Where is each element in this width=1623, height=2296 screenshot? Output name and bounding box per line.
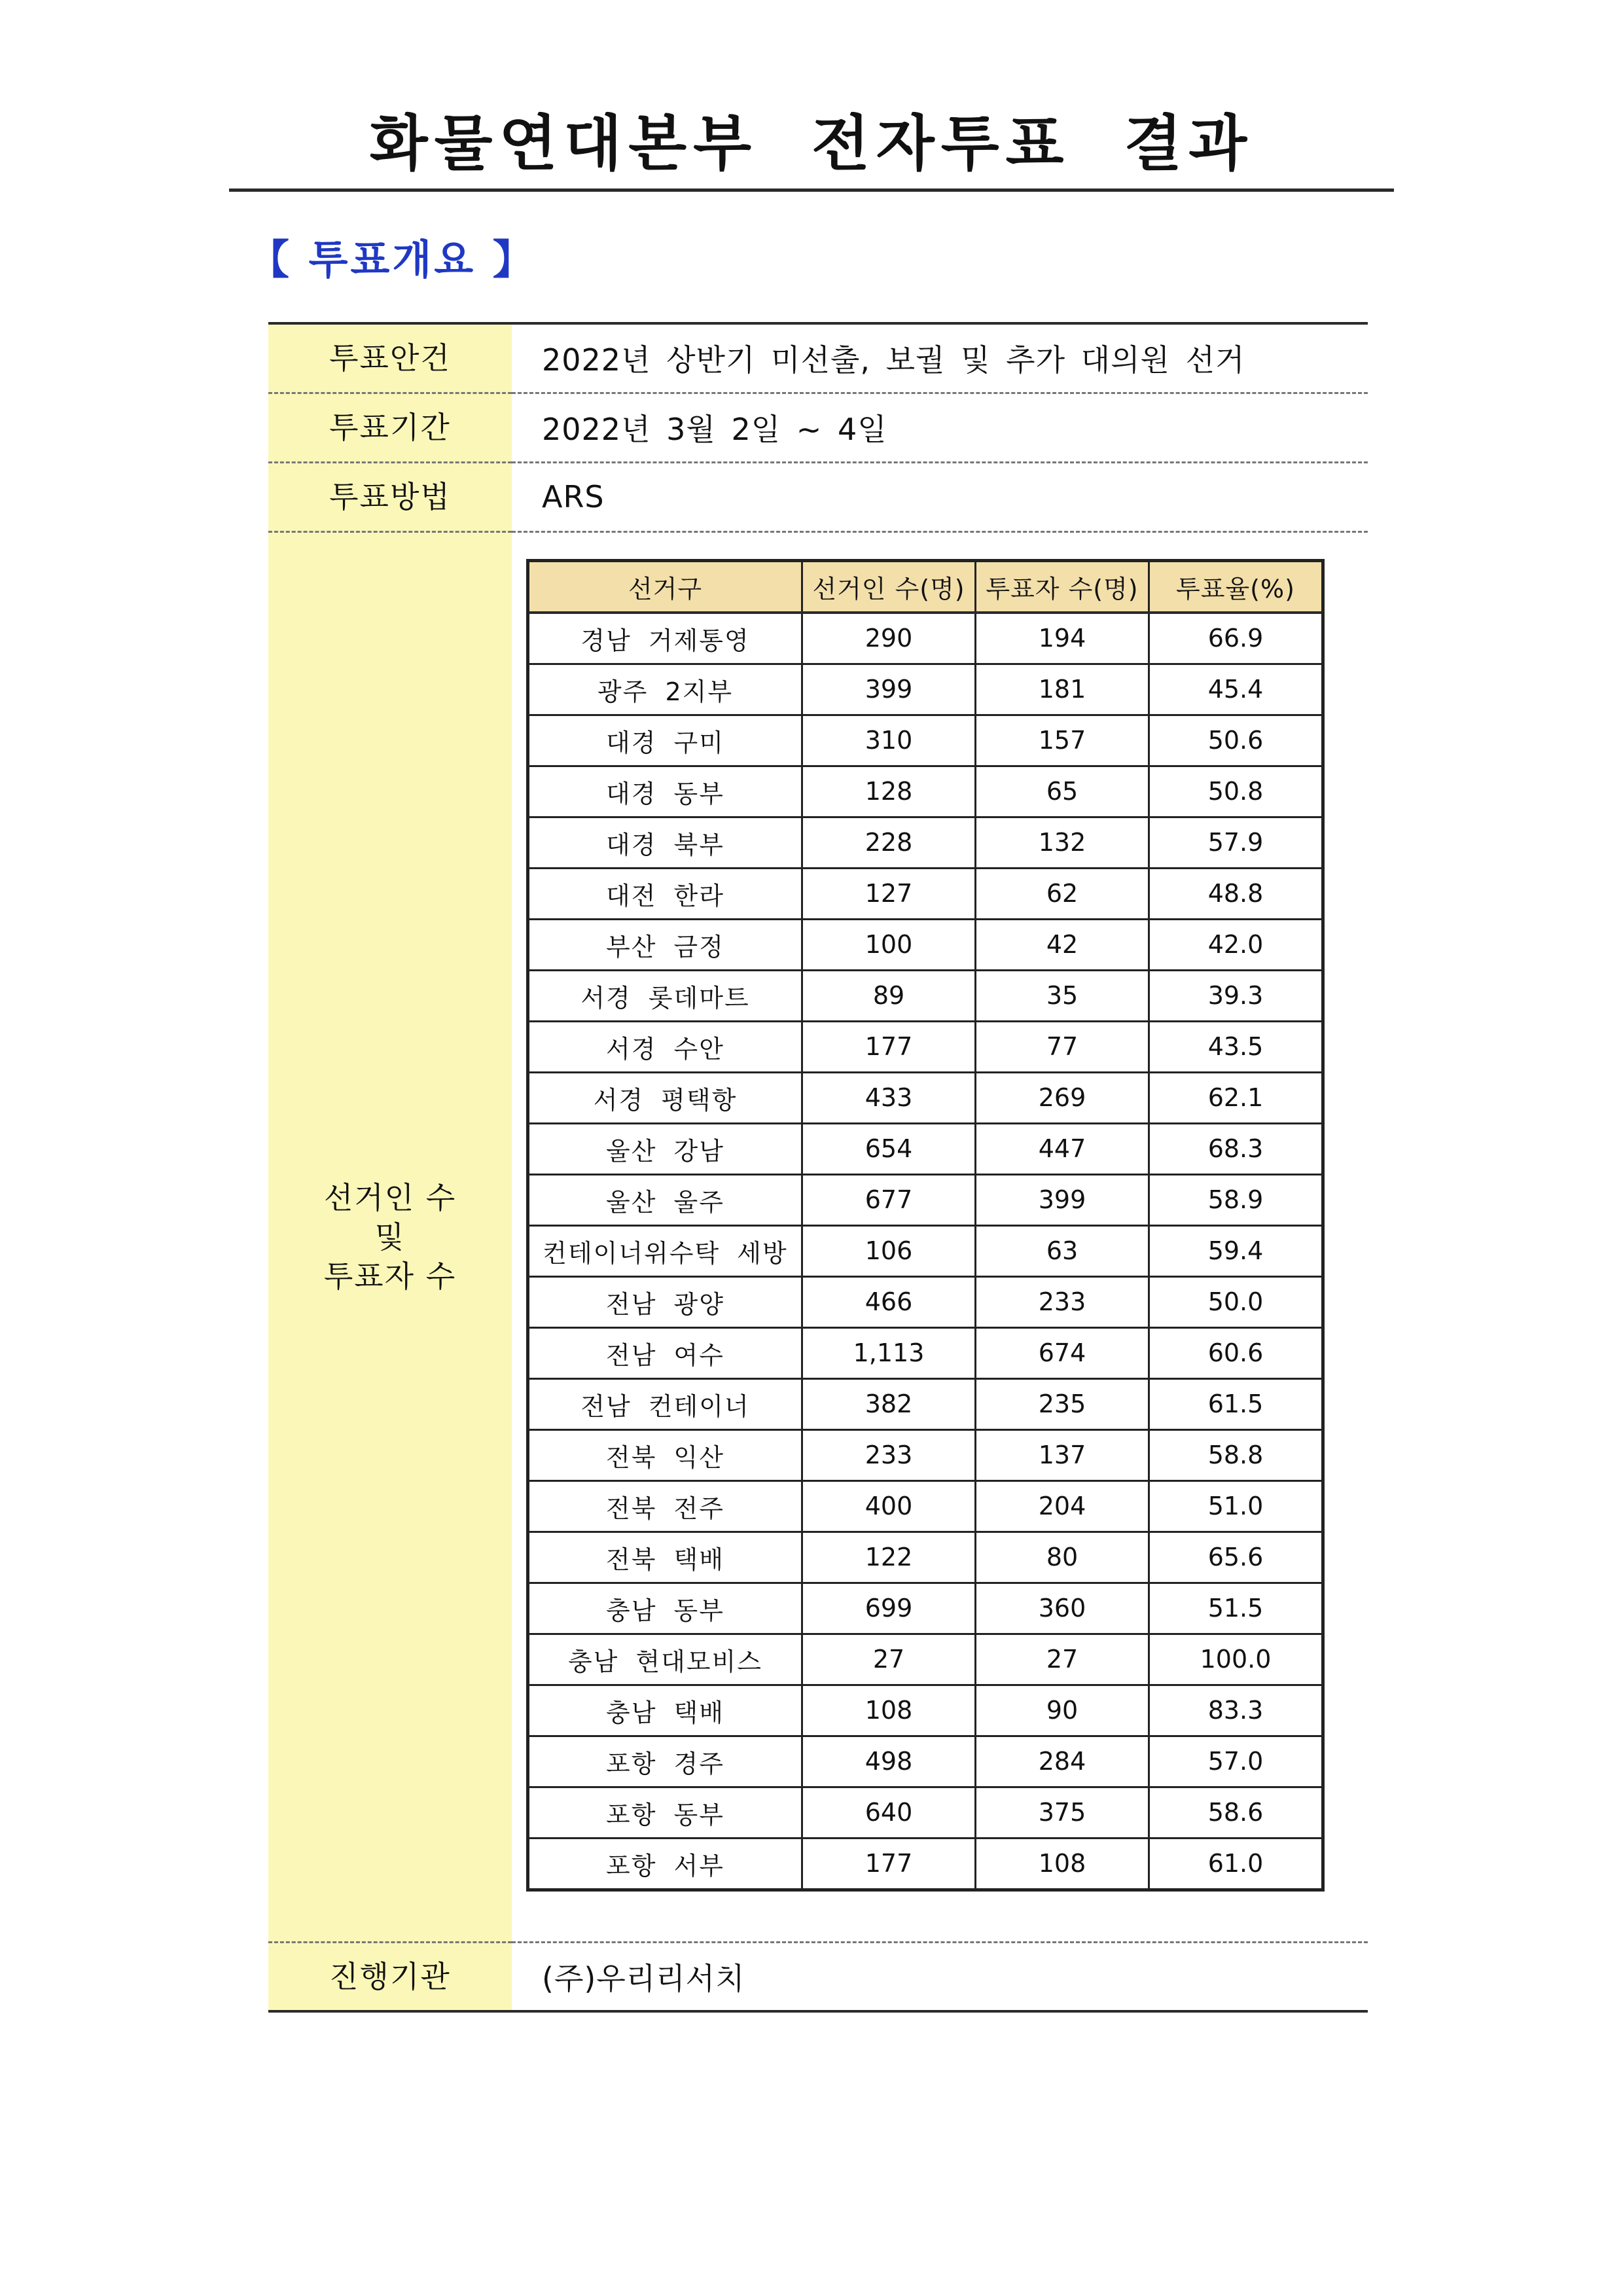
turnout-cell: 50.0 <box>1149 1276 1323 1327</box>
voters-cell: 235 <box>976 1378 1149 1429</box>
district-cell: 울산 울주 <box>528 1174 802 1225</box>
turnout-cell: 57.9 <box>1149 817 1323 868</box>
period-row <box>268 393 1368 462</box>
turnout-cell: 83.3 <box>1149 1685 1323 1736</box>
electors-cell: 290 <box>802 613 976 664</box>
turnout-cell: 58.9 <box>1149 1174 1323 1225</box>
electors-cell: 466 <box>802 1276 976 1327</box>
district-cell: 전북 익산 <box>528 1429 802 1480</box>
voters-cell: 233 <box>976 1276 1149 1327</box>
method-label: 투표방법 <box>268 462 512 531</box>
voters-cell: 674 <box>976 1327 1149 1378</box>
electors-cell: 89 <box>802 970 976 1021</box>
turnout-cell: 39.3 <box>1149 970 1323 1021</box>
electors-cell: 654 <box>802 1123 976 1174</box>
header-turnout: 투표율(%) <box>1149 560 1323 613</box>
electors-cell: 100 <box>802 919 976 970</box>
turnout-cell: 68.3 <box>1149 1123 1323 1174</box>
turnout-cell: 51.0 <box>1149 1480 1323 1532</box>
district-cell: 경남 거제통영 <box>528 613 802 664</box>
table-row <box>528 919 1323 970</box>
table-row <box>528 1123 1323 1174</box>
voters-row <box>268 531 1368 1942</box>
table-row <box>528 1634 1323 1685</box>
district-cell: 전남 컨테이너 <box>528 1378 802 1429</box>
electors-cell: 228 <box>802 817 976 868</box>
table-row <box>528 1378 1323 1429</box>
district-cell: 충남 현대모비스 <box>528 1634 802 1685</box>
district-cell: 충남 동부 <box>528 1583 802 1634</box>
electors-cell: 677 <box>802 1174 976 1225</box>
table-row <box>528 1787 1323 1838</box>
vote-overview-table <box>268 322 1368 2013</box>
district-cell: 포항 경주 <box>528 1736 802 1787</box>
turnout-cell: 60.6 <box>1149 1327 1323 1378</box>
header-electors: 선거인 수(명) <box>802 560 976 613</box>
table-row <box>528 1583 1323 1634</box>
turnout-cell: 59.4 <box>1149 1225 1323 1276</box>
district-cell: 전북 전주 <box>528 1480 802 1532</box>
electors-cell: 498 <box>802 1736 976 1787</box>
table-row <box>528 766 1323 817</box>
voters-cell: 157 <box>976 715 1149 766</box>
voters-cell: 63 <box>976 1225 1149 1276</box>
agency-row <box>268 1942 1368 2011</box>
voters-cell: 204 <box>976 1480 1149 1532</box>
district-cell: 울산 강남 <box>528 1123 802 1174</box>
table-row <box>528 1429 1323 1480</box>
voters-label-line3: 투표자 수 <box>323 1258 457 1294</box>
turnout-cell: 61.5 <box>1149 1378 1323 1429</box>
turnout-cell: 65.6 <box>1149 1532 1323 1583</box>
voters-cell: 181 <box>976 664 1149 715</box>
page-title: 화물연대본부 전자투표 결과 <box>369 109 1254 179</box>
electors-cell: 108 <box>802 1685 976 1736</box>
voters-cell: 42 <box>976 919 1149 970</box>
turnout-cell: 48.8 <box>1149 868 1323 919</box>
district-cell: 컨테이너위수탁 세방 <box>528 1225 802 1276</box>
turnout-cell: 50.8 <box>1149 766 1323 817</box>
district-cell: 서경 평택항 <box>528 1072 802 1123</box>
electors-cell: 640 <box>802 1787 976 1838</box>
table-row <box>528 1532 1323 1583</box>
turnout-cell: 51.5 <box>1149 1583 1323 1634</box>
district-cell: 포항 서부 <box>528 1838 802 1890</box>
voters-label-line1: 선거인 수 <box>323 1179 457 1215</box>
agency-value: (주)우리리서치 <box>512 1942 1368 2011</box>
district-cell: 대경 북부 <box>528 817 802 868</box>
voters-cell: 132 <box>976 817 1149 868</box>
voters-cell: 65 <box>976 766 1149 817</box>
voters-cell: 137 <box>976 1429 1149 1480</box>
district-cell: 부산 금정 <box>528 919 802 970</box>
turnout-cell: 50.6 <box>1149 715 1323 766</box>
district-cell: 전남 여수 <box>528 1327 802 1378</box>
voters-label-line2: 및 <box>374 1219 406 1255</box>
voters-cell: 80 <box>976 1532 1149 1583</box>
district-cell: 대전 한라 <box>528 868 802 919</box>
electors-cell: 310 <box>802 715 976 766</box>
electors-cell: 127 <box>802 868 976 919</box>
turnout-cell: 66.9 <box>1149 613 1323 664</box>
agency-label: 진행기관 <box>268 1942 512 2011</box>
electors-cell: 122 <box>802 1532 976 1583</box>
voter-turnout-table <box>526 559 1325 1892</box>
turnout-cell: 62.1 <box>1149 1072 1323 1123</box>
voters-table-cell <box>512 531 1368 1942</box>
district-cell: 서경 수안 <box>528 1021 802 1072</box>
district-cell: 광주 2지부 <box>528 664 802 715</box>
table-row <box>528 1225 1323 1276</box>
table-row <box>528 1021 1323 1072</box>
electors-cell: 233 <box>802 1429 976 1480</box>
turnout-cell: 43.5 <box>1149 1021 1323 1072</box>
turnout-cell: 42.0 <box>1149 919 1323 970</box>
electors-cell: 177 <box>802 1838 976 1890</box>
table-row <box>528 1685 1323 1736</box>
electors-cell: 128 <box>802 766 976 817</box>
electors-cell: 382 <box>802 1378 976 1429</box>
voters-cell: 62 <box>976 868 1149 919</box>
district-cell: 전남 광양 <box>528 1276 802 1327</box>
table-row <box>528 1276 1323 1327</box>
district-cell: 충남 택배 <box>528 1685 802 1736</box>
electors-cell: 400 <box>802 1480 976 1532</box>
district-cell: 서경 롯데마트 <box>528 970 802 1021</box>
turnout-cell: 57.0 <box>1149 1736 1323 1787</box>
header-voters: 투표자 수(명) <box>976 560 1149 613</box>
table-row <box>528 1480 1323 1532</box>
voters-cell: 447 <box>976 1123 1149 1174</box>
district-cell: 전북 택배 <box>528 1532 802 1583</box>
title-divider <box>229 188 1394 192</box>
voters-cell: 269 <box>976 1072 1149 1123</box>
voters-cell: 375 <box>976 1787 1149 1838</box>
electors-cell: 399 <box>802 664 976 715</box>
electors-cell: 177 <box>802 1021 976 1072</box>
agenda-label: 투표안건 <box>268 323 512 393</box>
electors-cell: 699 <box>802 1583 976 1634</box>
district-cell: 대경 동부 <box>528 766 802 817</box>
table-row <box>528 868 1323 919</box>
table-row <box>528 1174 1323 1225</box>
voters-cell: 284 <box>976 1736 1149 1787</box>
period-value: 2022년 3월 2일 ~ 4일 <box>512 393 1368 462</box>
voters-cell: 360 <box>976 1583 1149 1634</box>
table-row <box>528 1327 1323 1378</box>
table-row <box>528 817 1323 868</box>
header-district: 선거구 <box>528 560 802 613</box>
electors-cell: 433 <box>802 1072 976 1123</box>
table-row <box>528 664 1323 715</box>
voters-label <box>268 531 512 1942</box>
turnout-cell: 61.0 <box>1149 1838 1323 1890</box>
voters-cell: 35 <box>976 970 1149 1021</box>
electors-cell: 27 <box>802 1634 976 1685</box>
turnout-cell: 58.6 <box>1149 1787 1323 1838</box>
voters-cell: 77 <box>976 1021 1149 1072</box>
voters-cell: 90 <box>976 1685 1149 1736</box>
electors-cell: 1,113 <box>802 1327 976 1378</box>
district-cell: 대경 구미 <box>528 715 802 766</box>
voters-cell: 194 <box>976 613 1149 664</box>
method-row <box>268 462 1368 531</box>
turnout-cell: 100.0 <box>1149 1634 1323 1685</box>
section-heading: 【 투표개요 】 <box>249 236 536 283</box>
table-row <box>528 715 1323 766</box>
voters-cell: 27 <box>976 1634 1149 1685</box>
turnout-cell: 58.8 <box>1149 1429 1323 1480</box>
period-label: 투표기간 <box>268 393 512 462</box>
table-row <box>528 1072 1323 1123</box>
table-row <box>528 1838 1323 1890</box>
table-row <box>528 970 1323 1021</box>
table-header-row <box>528 560 1323 613</box>
turnout-cell: 45.4 <box>1149 664 1323 715</box>
voters-cell: 399 <box>976 1174 1149 1225</box>
agenda-row <box>268 323 1368 393</box>
electors-cell: 106 <box>802 1225 976 1276</box>
table-row <box>528 613 1323 664</box>
method-value: ARS <box>512 462 1368 531</box>
agenda-value: 2022년 상반기 미선출, 보궐 및 추가 대의원 선거 <box>512 323 1368 393</box>
district-cell: 포항 동부 <box>528 1787 802 1838</box>
voters-cell: 108 <box>976 1838 1149 1890</box>
table-row <box>528 1736 1323 1787</box>
